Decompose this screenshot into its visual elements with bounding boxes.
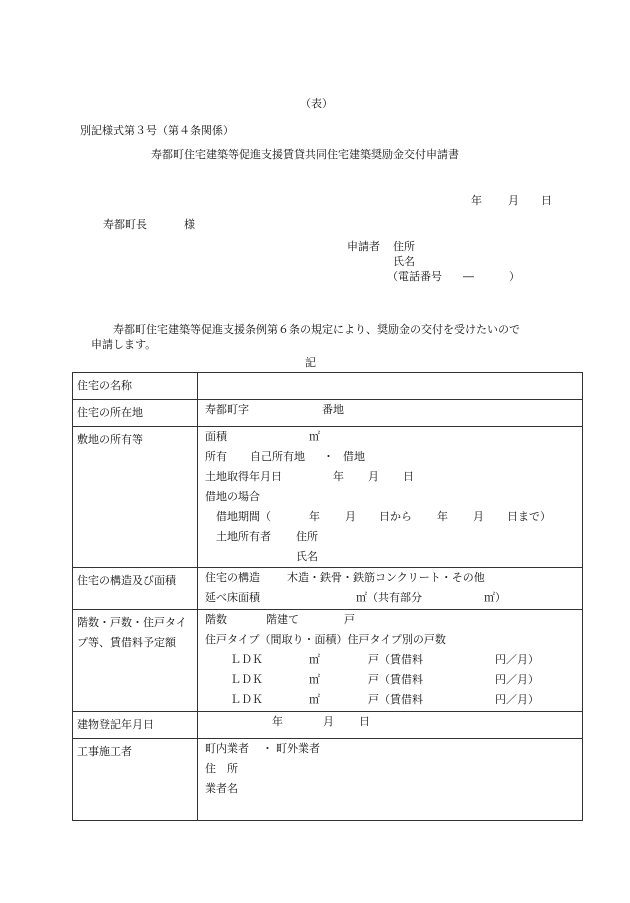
town-prefix: 寿都町字 (205, 403, 249, 416)
row-land (73, 427, 583, 568)
area-unit: ㎡ (309, 430, 320, 443)
date-day: 日 (541, 194, 552, 207)
contractor-address-label: 住 所 (205, 762, 238, 775)
lease-from-month: 月 (345, 510, 356, 523)
field-land[interactable] (198, 427, 583, 568)
label-units-line-2: プ等、賃借料予定額 (77, 636, 176, 649)
label-registration: 建物登記年月日 (73, 712, 198, 739)
label-housing-name: 住宅の名称 (73, 373, 198, 400)
row-location (73, 400, 583, 427)
body-line-1: 寿都町住宅建築等促進支援条例第６条の規定により、奨励金の交付を受けたいので (113, 323, 520, 336)
structure-types[interactable]: 木造・鉄骨・鉄筋コンクリート・その他 (287, 571, 485, 584)
applicant-phone-open: （電話番号 (387, 270, 442, 283)
registration-day: 日 (359, 715, 370, 728)
row-housing-name (73, 373, 583, 400)
contractor-outside[interactable]: 町外業者 (276, 742, 320, 755)
unit-type-sqm: ㎡ (309, 653, 320, 666)
label-land: 敷地の所有等 (73, 427, 198, 568)
body-line-2: 申請します。 (91, 338, 157, 351)
date-month: 月 (508, 194, 519, 207)
contractor-inside[interactable]: 町内業者 (205, 742, 249, 755)
area-label: 面積 (205, 430, 227, 443)
lease-from-day: 日から (379, 510, 412, 523)
date-year: 年 (471, 194, 482, 207)
land-owner-name: 氏名 (296, 550, 318, 563)
acquisition-label: 土地取得年月日 (205, 470, 282, 483)
land-owner-label: 土地所有者 (216, 530, 271, 543)
field-structure[interactable] (198, 568, 583, 610)
lease-case-label: 借地の場合 (205, 490, 260, 503)
applicant-phone-close: ） (509, 270, 520, 283)
page-title: 寿都町住宅建築等促進支援賃貸共同住宅建築奨励金交付申請書 (151, 148, 459, 161)
unit-type-yen: 円／月） (495, 673, 539, 686)
ownership-lease[interactable]: 借地 (343, 450, 365, 463)
unit-type-rent: 戸（賃借料 (368, 693, 423, 706)
unit-type-heading: 住戸タイプ（間取り・面積）住戸タイプ別の戸数 (205, 633, 446, 646)
lease-to-day: 日まで） (507, 510, 551, 523)
ownership-self[interactable]: 自己所有地 (250, 450, 305, 463)
application-table (72, 372, 583, 821)
applicant-label: 申請者 (347, 240, 380, 253)
label-structure: 住宅の構造及び面積 (73, 568, 198, 610)
label-units (73, 610, 198, 712)
unit-type-rent: 戸（賃借料 (368, 653, 423, 666)
applicant-name-label: 氏名 (393, 255, 415, 268)
addressee-honorific: 様 (184, 218, 195, 231)
unit-type-rent: 戸（賃借料 (368, 673, 423, 686)
row-units (73, 610, 583, 712)
label-location: 住宅の所在地 (73, 400, 198, 427)
ownership-dot: ・ (323, 450, 334, 463)
banchi-label: 番地 (322, 403, 344, 416)
row-structure (73, 568, 583, 610)
contractor-dot: ・ (262, 742, 273, 755)
field-housing-name[interactable] (198, 373, 583, 400)
lease-period-label: 借地期間（ (216, 510, 271, 523)
unit-type-sqm: ㎡ (309, 693, 320, 706)
ownership-label: 所有 (205, 450, 227, 463)
land-owner-address: 住所 (296, 530, 318, 543)
field-location[interactable] (198, 400, 583, 427)
floors-label: 階数 (205, 613, 227, 626)
acquisition-day: 日 (403, 470, 414, 483)
structure-label: 住宅の構造 (205, 571, 260, 584)
floors-unit: 階建て (266, 613, 299, 626)
registration-year: 年 (272, 715, 283, 728)
units-count-label: 戸 (344, 613, 355, 626)
field-contractor[interactable] (198, 739, 583, 821)
lease-to-year: 年 (437, 510, 448, 523)
applicant-phone-dash: ― (463, 270, 474, 283)
ki-heading: 記 (305, 356, 316, 369)
registration-month: 月 (323, 715, 334, 728)
row-registration (73, 712, 583, 739)
form-number: 別記様式第３号（第４条関係） (80, 124, 234, 137)
shared-area-unit: ㎡） (484, 591, 506, 604)
lease-from-year: 年 (309, 510, 320, 523)
field-registration[interactable] (198, 712, 583, 739)
acquisition-year: 年 (333, 470, 344, 483)
acquisition-month: 月 (368, 470, 379, 483)
unit-type-ldk: ＬＤＫ (230, 693, 263, 706)
label-units-line-1: 階数・戸数・住戸タイ (77, 616, 187, 629)
label-contractor: 工事施工者 (73, 739, 198, 821)
field-units[interactable] (198, 610, 583, 712)
unit-type-sqm: ㎡ (309, 673, 320, 686)
floor-area-label: 延べ床面積 (205, 591, 260, 604)
addressee-name: 寿都町長 (103, 218, 147, 231)
unit-type-yen: 円／月） (495, 693, 539, 706)
unit-type-ldk: ＬＤＫ (230, 653, 263, 666)
shared-area-label: ㎡（共有部分 (356, 591, 422, 604)
unit-type-yen: 円／月） (495, 653, 539, 666)
row-contractor (73, 739, 583, 821)
applicant-address-label: 住所 (393, 240, 415, 253)
lease-to-month: 月 (473, 510, 484, 523)
unit-type-ldk: ＬＤＫ (230, 673, 263, 686)
table-mark: （表） (300, 97, 333, 110)
contractor-company-label: 業者名 (205, 782, 238, 795)
